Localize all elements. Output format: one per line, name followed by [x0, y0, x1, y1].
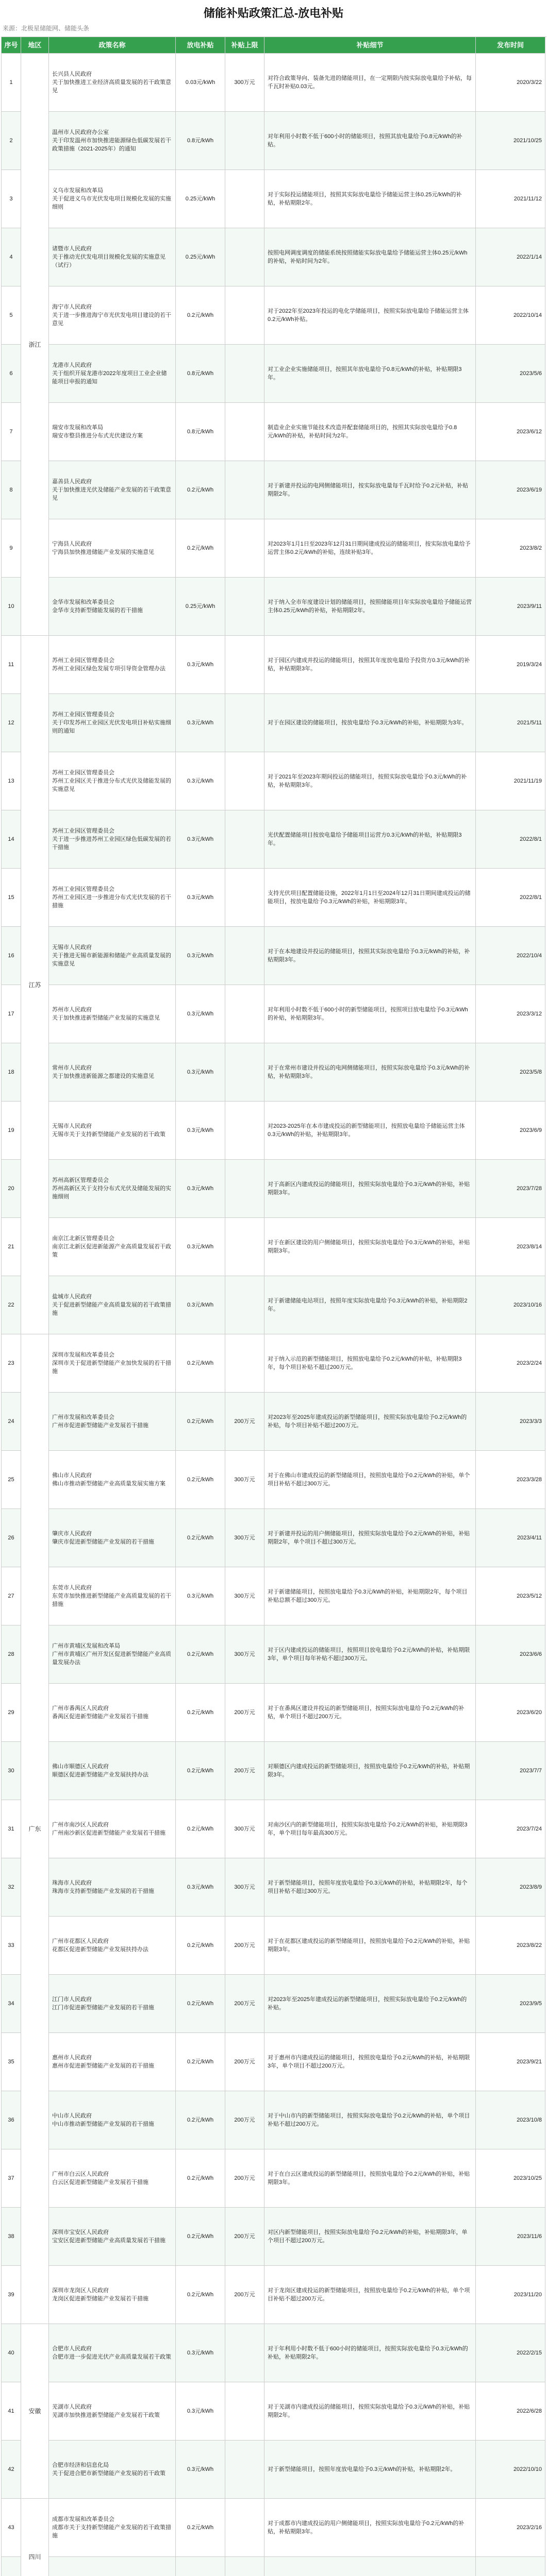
policy-table [1, 37, 546, 2576]
publish-date: 2022/10/14 [476, 286, 545, 345]
row-number: 35 [2, 2033, 21, 2091]
discharge-subsidy: 0.2元/kWh [176, 1334, 225, 1393]
header-subsidy: 放电补贴 [176, 37, 225, 54]
subsidy-cap [225, 810, 264, 869]
subsidy-cap: 200万元 [225, 2091, 264, 2149]
policy-name: 苏州工业园区管理委员会 苏州工业园区进一步推进分布式光伏发展的若干措施 [49, 869, 176, 927]
row-number: 38 [2, 2208, 21, 2266]
subsidy-cap: 200万元 [225, 2208, 264, 2266]
publish-date: 2023/6/12 [476, 403, 545, 461]
publish-date: 2023/5/8 [476, 1043, 545, 1101]
discharge-subsidy: 0.2元/kWh [176, 1917, 225, 1975]
subsidy-cap [225, 403, 264, 461]
subsidy-cap [225, 1218, 264, 1276]
discharge-subsidy: 0.2元/kWh [176, 1451, 225, 1509]
discharge-subsidy: 0.3元/kWh [176, 1043, 225, 1101]
subsidy-detail: 对于在番禺区建设并投运的新型储能项目，按照实际放电量给予0.2元/kWh的补贴，单个项目不超过200万元。 [264, 1684, 476, 1742]
discharge-subsidy: 0.2元/kWh [176, 1800, 225, 1858]
publish-date: 2023/6/6 [476, 1625, 545, 1684]
policy-name: 盐城市人民政府 关于促进新型储能产业高质量发展的若干政策措施 [49, 1276, 176, 1334]
subsidy-cap: 200万元 [225, 1742, 264, 1800]
discharge-subsidy: 0.2元/kWh [176, 519, 225, 578]
row-number: 42 [2, 2441, 21, 2499]
policy-name: 芜湖市人民政府 芜湖市加快推进新型储能产业发展若干政策 [49, 2382, 176, 2441]
row-number: 22 [2, 1276, 21, 1334]
row-number [2, 2557, 21, 2576]
row-number: 18 [2, 1043, 21, 1101]
row-number: 37 [2, 2149, 21, 2208]
discharge-subsidy: 0.2元/kWh [176, 1509, 225, 1567]
publish-date: 2022/8/1 [476, 810, 545, 869]
subsidy-detail: 对于在园区建设的储能项目，按放电量给予0.3元/kWh的补贴，补贴期限为3年。 [264, 694, 476, 752]
policy-name: 肇庆市人民政府 肇庆市促进新型储能产业发展的若干措施 [49, 1509, 176, 1567]
subsidy-cap [225, 985, 264, 1043]
subsidy-detail: 对于在常州市建设并投运的电网侧储能项目，按照实际放电量给予0.3元/kWh的补贴，补贴期限3年。 [264, 1043, 476, 1101]
publish-date: 2019/3/24 [476, 636, 545, 694]
publish-date: 2021/11/12 [476, 170, 545, 228]
subsidy-cap [225, 694, 264, 752]
subsidy-detail: 制造业企业实施节能技术改造并配套储能项目的，按照其实际放电量给予0.8元/kWh的补贴，补贴时间为2年。 [264, 403, 476, 461]
row-number: 23 [2, 1334, 21, 1393]
policy-name: 嘉善县人民政府 关于加快推进光伏及储能产业发展的若干政策意见 [49, 461, 176, 519]
policy-name: 常州市人民政府 关于加快推进新能源之都建设的实施意见 [49, 1043, 176, 1101]
subsidy-detail: 对于在新区建设的用户侧储能项目，按照实际放电量给予0.3元/kWh的补贴，补贴期限3年。 [264, 1218, 476, 1276]
publish-date: 2023/5/6 [476, 345, 545, 403]
subsidy-cap: 300万元 [225, 1625, 264, 1684]
publish-date: 2023/8/22 [476, 1917, 545, 1975]
discharge-subsidy: 0.3元/kWh [176, 2324, 225, 2382]
subsidy-cap [225, 228, 264, 286]
publish-date: 2023/11/6 [476, 2208, 545, 2266]
row-number: 32 [2, 1858, 21, 1917]
publish-date: 2023/6/9 [476, 1101, 545, 1160]
publish-date: 2021/11/19 [476, 752, 545, 810]
discharge-subsidy: 0.3元/kWh [176, 2382, 225, 2441]
subsidy-detail: 对于2021年至2023年期间投运的储能项目，按照实际放电量给予0.3元/kWh的补贴，补贴期限3年。 [264, 752, 476, 810]
discharge-subsidy: 0.2元/kWh [176, 1742, 225, 1800]
subsidy-cap [225, 1276, 264, 1334]
policy-name: 苏州工业园区管理委员会 苏州工业园区绿色发展专项引导资金管理办法 [49, 636, 176, 694]
subsidy-cap [225, 519, 264, 578]
row-number: 24 [2, 1393, 21, 1451]
policy-name: 广州市番禺区人民政府 番禺区促进新型储能产业发展若干措施 [49, 1684, 176, 1742]
policy-name: 东莞市人民政府 东莞市加快推进新型储能产业高质量发展的若干措施 [49, 1567, 176, 1625]
publish-date: 2023/2/24 [476, 1334, 545, 1393]
subsidy-cap: 200万元 [225, 2149, 264, 2208]
policy-name: 义乌市发展和改革局 关于促进义乌市光伏发电项目规模化发展的实施细则 [49, 170, 176, 228]
region-cell: 广东 [21, 1334, 49, 2324]
subsidy-detail: 对于园区内建成并投运的储能项目，按照其年度放电量给予投资方0.3元/kWh的补贴，补贴期限3年。 [264, 636, 476, 694]
row-number: 19 [2, 1101, 21, 1160]
discharge-subsidy: 0.3元/kWh [176, 1858, 225, 1917]
row-number: 2 [2, 112, 21, 170]
discharge-subsidy: 0.2元/kWh [176, 2499, 225, 2557]
publish-date: 2022/8/1 [476, 869, 545, 927]
row-number: 30 [2, 1742, 21, 1800]
subsidy-detail: 对于在花都区建成投运的新型储能项目，按照放电量给予0.2元/kWh的补贴，补贴期限3年。 [264, 1917, 476, 1975]
subsidy-cap [225, 112, 264, 170]
subsidy-detail: 对于区内建成投运的储能项目，按照项目放电量给予0.2元/kWh的补贴，补贴期限3年，单个项目每年补贴不超过300万元。 [264, 1625, 476, 1684]
region-cell: 浙江 [21, 54, 49, 636]
subsidy-cap: 300万元 [225, 1800, 264, 1858]
row-number: 31 [2, 1800, 21, 1858]
subsidy-cap [225, 1043, 264, 1101]
publish-date: 2022/1/14 [476, 228, 545, 286]
publish-date: 2023/3/3 [476, 1393, 545, 1451]
row-number: 25 [2, 1451, 21, 1509]
row-number: 29 [2, 1684, 21, 1742]
subsidy-detail: 对于高新区内建成投运的储能项目，按照实际放电量给予0.3元/kWh的补贴，补贴期限3年。 [264, 1160, 476, 1218]
subsidy-detail: 对于纳入示范的新型储能项目，按照放电量给予0.2元/kWh的补贴，补贴期限3年，每个项目补贴不超过200万元。 [264, 1334, 476, 1393]
row-number: 27 [2, 1567, 21, 1625]
policy-name: 宁海县人民政府 宁海县加快推进储能产业发展的实施意见 [49, 519, 176, 578]
discharge-subsidy: 0.3元/kWh [176, 985, 225, 1043]
subsidy-detail: 对南沙区内的新型储能项目，按照实际放电量给予0.2元/kWh的补贴，补贴期限3年，单个项目每年最高300万元。 [264, 1800, 476, 1858]
header-date: 发布时间 [476, 37, 545, 54]
policy-name: 广州市白云区人民政府 白云区促进新型储能产业发展若干措施 [49, 2149, 176, 2208]
publish-date: 2020/3/22 [476, 54, 545, 112]
publish-date: 2023/7/24 [476, 1800, 545, 1858]
subsidy-detail: 对符合政策导向、装备先进的储能项目，在一定期限内按实际放电量给予补贴，每千瓦时补贴0.03元。 [264, 54, 476, 112]
publish-date: 2023/7/28 [476, 1160, 545, 1218]
row-number: 11 [2, 636, 21, 694]
row-number: 34 [2, 1975, 21, 2033]
row-number: 43 [2, 2499, 21, 2557]
discharge-subsidy: 0.25元/kWh [176, 578, 225, 636]
subsidy-cap: 200万元 [225, 1917, 264, 1975]
discharge-subsidy: 0.2元/kWh [176, 1625, 225, 1684]
policy-name: 广州市发展和改革委员会 广州市促进新型储能产业发展若干措施 [49, 1393, 176, 1451]
subsidy-detail: 对于新建并投运的用户侧储能项目，按照实际放电量给予0.2元/kWh的补贴，补贴期限2年，单个项目不超过300万元。 [264, 1509, 476, 1567]
row-number: 4 [2, 228, 21, 286]
subsidy-detail: 对于新型储能项目，按照年度放电量给予0.3元/kWh的补贴，补贴期限2年，每个项目补贴不超过300万元。 [264, 1858, 476, 1917]
subsidy-cap: 300万元 [225, 1451, 264, 1509]
discharge-subsidy: 0.25元/kWh [176, 170, 225, 228]
policy-name [49, 2557, 176, 2576]
row-number: 8 [2, 461, 21, 519]
policy-name: 珠海市人民政府 珠海市支持新型储能产业发展的若干措施 [49, 1858, 176, 1917]
subsidy-detail: 对于新建储能电站项目，按照年度实际放电量给予0.3元/kWh的补贴，补贴期限2年。 [264, 1276, 476, 1334]
policy-name: 广州市南沙区人民政府 广州南沙新区促进新型储能产业发展若干措施 [49, 1800, 176, 1858]
discharge-subsidy: 0.3元/kWh [176, 1567, 225, 1625]
policy-name: 长兴县人民政府 关于加快推进工业经济高质量发展的若干政策意见 [49, 54, 176, 112]
row-number: 16 [2, 927, 21, 985]
policy-name: 苏州工业园区管理委员会 关于印发苏州工业园区光伏发电项目补贴实施细则的通知 [49, 694, 176, 752]
discharge-subsidy: 0.2元/kWh [176, 1393, 225, 1451]
publish-date: 2023/8/9 [476, 1858, 545, 1917]
subsidy-detail: 对于新建并投运的电网侧储能项目，按实际放电量每千瓦时给予0.2元补贴，补贴期限2年。 [264, 461, 476, 519]
subsidy-cap: 200万元 [225, 1393, 264, 1451]
discharge-subsidy: 0.2元/kWh [176, 1684, 225, 1742]
subsidy-detail: 按照电网调度调度的储能系统按照储能实际放电量给予储能运营主体0.25元/kWh的补贴，补贴时间为2年。 [264, 228, 476, 286]
publish-date: 2023/5/12 [476, 1567, 545, 1625]
subsidy-detail [264, 2557, 476, 2576]
discharge-subsidy: 0.3元/kWh [176, 927, 225, 985]
discharge-subsidy: 0.3元/kWh [176, 752, 225, 810]
discharge-subsidy: 0.3元/kWh [176, 1276, 225, 1334]
region-cell: 安徽 [21, 2324, 49, 2499]
subsidy-cap [225, 927, 264, 985]
discharge-subsidy: 0.2元/kWh [176, 2033, 225, 2091]
subsidy-detail: 对于在佛山市建成投运的新型储能项目，按照放电量给予0.2元/kWh的补贴，单个项目补贴不超过300万元。 [264, 1451, 476, 1509]
publish-date: 2023/10/8 [476, 2091, 545, 2149]
subsidy-cap [225, 578, 264, 636]
publish-date: 2023/4/11 [476, 1509, 545, 1567]
subsidy-detail: 对于在白云区建成投运的新型储能项目，按照放电量给予0.2元/kWh的补贴，补贴期限3年。 [264, 2149, 476, 2208]
subsidy-detail: 对于龙岗区建成投运的新型储能项目，按照放电量给予0.2元/kWh的补贴，单个项目补贴不超过200万元。 [264, 2266, 476, 2324]
header-region: 地区 [21, 37, 49, 54]
policy-name: 中山市人民政府 中山市推动新型储能产业发展的若干措施 [49, 2091, 176, 2149]
subsidy-detail: 对顺德区内建成投运的新型储能项目，按照放电量给予0.2元/kWh的补贴，补贴期限3年。 [264, 1742, 476, 1800]
discharge-subsidy: 0.3元/kWh [176, 1160, 225, 1218]
header-policy: 政策名称 [49, 37, 176, 54]
subsidy-detail: 对2023-2025年在本市建成投运的新型储能项目，按照放电量给予储能运营主体0.3元/kWh的补贴，补贴期限3年。 [264, 1101, 476, 1160]
subsidy-cap: 200万元 [225, 2266, 264, 2324]
policy-name: 深圳市宝安区人民政府 宝安区促进新型储能产业高质量发展若干措施 [49, 2208, 176, 2266]
subsidy-cap: 200万元 [225, 2033, 264, 2091]
subsidy-cap [225, 2441, 264, 2499]
subsidy-detail: 对年利用小时数不低于600小时的储能项目，按照其放电量给予0.8元/kWh的补贴。 [264, 112, 476, 170]
row-number: 20 [2, 1160, 21, 1218]
discharge-subsidy: 0.2元/kWh [176, 1975, 225, 2033]
subsidy-cap [225, 636, 264, 694]
policy-name: 深圳市发展和改革委员会 深圳市关于促进新型储能产业加快发展的若干措施 [49, 1334, 176, 1393]
row-number: 14 [2, 810, 21, 869]
discharge-subsidy: 0.2元/kWh [176, 2149, 225, 2208]
subsidy-cap [225, 752, 264, 810]
discharge-subsidy: 0.2元/kWh [176, 2208, 225, 2266]
subsidy-detail: 对区内新型储能项目，按照实际放电量给予0.2元/kWh的补贴，补贴期限3年，单个项目不超过200万元。 [264, 2208, 476, 2266]
publish-date: 2023/11/20 [476, 2266, 545, 2324]
discharge-subsidy: 0.2元/kWh [176, 2091, 225, 2149]
subsidy-detail: 对2023年至2025年建成投运的新型储能项目，按照实际放电量给予0.2元/kWh的补贴。 [264, 1975, 476, 2033]
publish-date [476, 2557, 545, 2576]
subsidy-cap [225, 2382, 264, 2441]
policy-name: 南京江北新区管理委员会 南京江北新区促进新能源产业高质量发展若干政策 [49, 1218, 176, 1276]
subsidy-detail: 对于在本地建设并投运的储能项目，按照其实际放电量给予0.3元/kWh的补贴，补贴期限3年。 [264, 927, 476, 985]
subsidy-cap: 300万元 [225, 1858, 264, 1917]
subsidy-detail: 对于惠州市内建成投运的储能项目，按照放电量给予0.2元/kWh的补贴，补贴期限3年，单个项目不超过200万元。 [264, 2033, 476, 2091]
header-cap: 补贴上限 [225, 37, 264, 54]
publish-date: 2023/6/19 [476, 461, 545, 519]
policy-name: 海宁市人民政府 关于进一步推进海宁市光伏发电项目建设的若干意见 [49, 286, 176, 345]
policy-name: 江门市人民政府 江门市促进新型储能产业发展的若干措施 [49, 1975, 176, 2033]
subsidy-detail: 对于新建储能项目，按照放电量给予0.3元/kWh的补贴，补贴期限2年，每个项目补贴总额不超过300万元。 [264, 1567, 476, 1625]
policy-name: 瑞安市发展和改革局 瑞安市整县推进分布式光伏建设方案 [49, 403, 176, 461]
row-number: 39 [2, 2266, 21, 2324]
subsidy-detail: 对2023年至2025年建成投运的新型储能项目，按照实际放电量给予0.2元/kWh的补贴，每个项目补贴不超过200万元。 [264, 1393, 476, 1451]
subsidy-detail: 对于成都市内建成投运的用户侧储能项目，按照实际放电量给予0.2元/kWh的补贴，补贴期限3年。 [264, 2499, 476, 2557]
discharge-subsidy: 0.2元/kWh [176, 461, 225, 519]
policy-name: 佛山市人民政府 佛山市推动新型储能产业高质量发展实施方案 [49, 1451, 176, 1509]
row-number: 17 [2, 985, 21, 1043]
policy-name: 广州市黄埔区发展和改革局 广州市黄埔区广州开发区促进新型储能产业高质量发展办法 [49, 1625, 176, 1684]
row-number: 15 [2, 869, 21, 927]
discharge-subsidy [176, 2557, 225, 2576]
policy-name: 温州市人民政府办公室 关于印发温州市加快推进能源绿色低碳发展若干政策措施（2021-2025年）的通知 [49, 112, 176, 170]
subsidy-cap [225, 2557, 264, 2576]
subsidy-cap [225, 2499, 264, 2557]
policy-name: 深圳市龙岗区人民政府 龙岗区促进新型储能产业发展若干措施 [49, 2266, 176, 2324]
subsidy-detail: 对工业企业实施储能项目，按照其年放电量给予0.8元/kWh的补贴，补贴期限3年。 [264, 345, 476, 403]
policy-name: 苏州高新区管理委员会 苏州高新区关于支持分布式光伏及储能发展的实施细则 [49, 1160, 176, 1218]
subsidy-detail: 对于纳入全市年度建设计划的储能项目，按照储能项目年实际放电量给予储能运营主体0.25元/kWh的补贴，补贴期限2年。 [264, 578, 476, 636]
page-title: 储能补贴政策汇总-放电补贴 [203, 7, 344, 20]
discharge-subsidy: 0.3元/kWh [176, 869, 225, 927]
policy-name: 合肥市人民政府 合肥市进一步促进光伏产业高质量发展若干政策 [49, 2324, 176, 2382]
publish-date: 2023/8/14 [476, 1218, 545, 1276]
policy-name: 成都市发展和改革委员会 成都市关于支持新型储能产业发展的若干政策措施 [49, 2499, 176, 2557]
policy-name: 金华市发展和改革委员会 金华市支持新型储能发展的若干措施 [49, 578, 176, 636]
subsidy-cap [225, 170, 264, 228]
subsidy-cap [225, 461, 264, 519]
subsidy-cap [225, 286, 264, 345]
row-number: 1 [2, 54, 21, 112]
row-number: 9 [2, 519, 21, 578]
discharge-subsidy: 0.03元/kWh [176, 54, 225, 112]
row-number: 28 [2, 1625, 21, 1684]
row-number: 26 [2, 1509, 21, 1567]
row-number: 41 [2, 2382, 21, 2441]
policy-name: 诸暨市人民政府 关于推动光伏发电项目规模化发展的实施意见（试行） [49, 228, 176, 286]
policy-name: 合肥市经济和信息化局 关于促进合肥市新型储能产业发展的若干政策 [49, 2441, 176, 2499]
policy-name: 龙港市人民政府 关于组织开展龙港市2022年度项目工业企业储能项目申报的通知 [49, 345, 176, 403]
subsidy-cap: 300万元 [225, 1509, 264, 1567]
publish-date: 2023/9/21 [476, 2033, 545, 2091]
policy-name: 惠州市人民政府 惠州市促进新型储能产业发展的若干措施 [49, 2033, 176, 2091]
source-line: 来源：北极星储能网、储能头条 [3, 25, 90, 32]
subsidy-detail: 对于中山市内的新型储能项目，按照实际放电量给予0.2元/kWh的补贴，单个项目补贴不超过200万元。 [264, 2091, 476, 2149]
publish-date: 2023/10/16 [476, 1276, 545, 1334]
policy-name: 佛山市顺德区人民政府 顺德区促进新型储能产业发展扶持办法 [49, 1742, 176, 1800]
discharge-subsidy: 0.3元/kWh [176, 810, 225, 869]
subsidy-cap [225, 1160, 264, 1218]
discharge-subsidy: 0.2元/kWh [176, 286, 225, 345]
publish-date: 2022/10/10 [476, 2441, 545, 2499]
publish-date: 2023/2/16 [476, 2499, 545, 2557]
subsidy-detail: 对于年利用小时数不低于600小时的储能项目，按照实际放电量给予0.3元/kWh的补贴，补贴期限2年。 [264, 2324, 476, 2382]
publish-date: 2023/9/5 [476, 1975, 545, 2033]
subsidy-cap [225, 869, 264, 927]
subsidy-cap: 300万元 [225, 54, 264, 112]
row-number: 33 [2, 1917, 21, 1975]
policy-name: 广州市花都区人民政府 花都区促进新型储能产业发展扶持办法 [49, 1917, 176, 1975]
publish-date: 2021/10/25 [476, 112, 545, 170]
header-detail: 补贴细节 [264, 37, 476, 54]
subsidy-detail: 对于实际投运储能项目，按照其实际放电量给予储能运营主体0.25元/kWh的补贴，补贴期限2年。 [264, 170, 476, 228]
policy-name: 苏州市人民政府 关于加快推进新型储能产业发展的实施意见 [49, 985, 176, 1043]
discharge-subsidy: 0.25元/kWh [176, 228, 225, 286]
subsidy-detail: 光伏配置储能项目按放电量给予储能项目运营方0.3元/kWh的补贴，补贴期限3年。 [264, 810, 476, 869]
publish-date: 2023/3/12 [476, 985, 545, 1043]
publish-date: 2023/6/20 [476, 1684, 545, 1742]
discharge-subsidy: 0.2元/kWh [176, 2266, 225, 2324]
subsidy-detail: 支持光伏项目配置储能设施，2022年1月1日至2024年12月31日期间建成投运的储能项目，按放电量给予0.3元/kWh的补贴，补贴期限3年。 [264, 869, 476, 927]
row-number: 10 [2, 578, 21, 636]
subsidy-detail: 对年利用小时数不低于600小时的新型储能项目，按照项目放电量给予0.3元/kWh的补贴，补贴期限3年。 [264, 985, 476, 1043]
policy-name: 无锡市人民政府 关于推进无锡市新能源和储能产业高质量发展的实施意见 [49, 927, 176, 985]
publish-date: 2022/10/4 [476, 927, 545, 985]
row-number: 5 [2, 286, 21, 345]
row-number: 3 [2, 170, 21, 228]
row-number: 7 [2, 403, 21, 461]
subsidy-cap [225, 1101, 264, 1160]
subsidy-cap [225, 345, 264, 403]
discharge-subsidy: 0.3元/kWh [176, 2441, 225, 2499]
subsidy-detail: 对于芜湖市内建成投运的储能项目，按照实际放电量给予0.3元/kWh的补贴，补贴期限2年。 [264, 2382, 476, 2441]
discharge-subsidy: 0.8元/kWh [176, 345, 225, 403]
row-number: 21 [2, 1218, 21, 1276]
discharge-subsidy: 0.3元/kWh [176, 694, 225, 752]
publish-date: 2023/7/7 [476, 1742, 545, 1800]
discharge-subsidy: 0.8元/kWh [176, 112, 225, 170]
header-no: 序号 [2, 37, 21, 54]
publish-date: 2023/3/28 [476, 1451, 545, 1509]
discharge-subsidy: 0.3元/kWh [176, 1101, 225, 1160]
publish-date: 2022/6/28 [476, 2382, 545, 2441]
publish-date: 2023/8/2 [476, 519, 545, 578]
subsidy-cap [225, 1334, 264, 1393]
subsidy-cap: 200万元 [225, 1684, 264, 1742]
row-number: 40 [2, 2324, 21, 2382]
policy-name: 苏州工业园区管理委员会 苏州工业园区关于推进分布式光伏及储能发展的实施意见 [49, 752, 176, 810]
row-number: 12 [2, 694, 21, 752]
row-number: 6 [2, 345, 21, 403]
publish-date: 2023/9/11 [476, 578, 545, 636]
row-number: 13 [2, 752, 21, 810]
region-cell: 四川 [21, 2499, 49, 2576]
subsidy-detail: 对于2022年至2023年投运的电化学储能项目，按照实际放电量给予储能运营主体0.2元/kWh补贴。 [264, 286, 476, 345]
policy-name: 苏州工业园区管理委员会 关于进一步推进苏州工业园区绿色低碳发展的若干措施 [49, 810, 176, 869]
discharge-subsidy: 0.3元/kWh [176, 636, 225, 694]
publish-date: 2022/2/15 [476, 2324, 545, 2382]
publish-date: 2023/10/25 [476, 2149, 545, 2208]
subsidy-cap: 300万元 [225, 1567, 264, 1625]
subsidy-detail: 对2023年1月1日至2023年12月31日期间建成投运的储能项目，按实际放电量给予运营主体0.2元/kWh的补贴，连续补贴3年。 [264, 519, 476, 578]
publish-date: 2021/5/11 [476, 694, 545, 752]
subsidy-cap [225, 2324, 264, 2382]
region-cell: 江苏 [21, 636, 49, 1334]
subsidy-cap: 200万元 [225, 1975, 264, 2033]
discharge-subsidy: 0.3元/kWh [176, 1218, 225, 1276]
row-number: 36 [2, 2091, 21, 2149]
subsidy-detail: 对于新型储能项目，按照年度放电量给予0.3元/kWh的补贴，补贴期限2年。 [264, 2441, 476, 2499]
discharge-subsidy: 0.8元/kWh [176, 403, 225, 461]
policy-name: 无锡市人民政府 无锡市关于支持新型储能产业发展的若干政策 [49, 1101, 176, 1160]
